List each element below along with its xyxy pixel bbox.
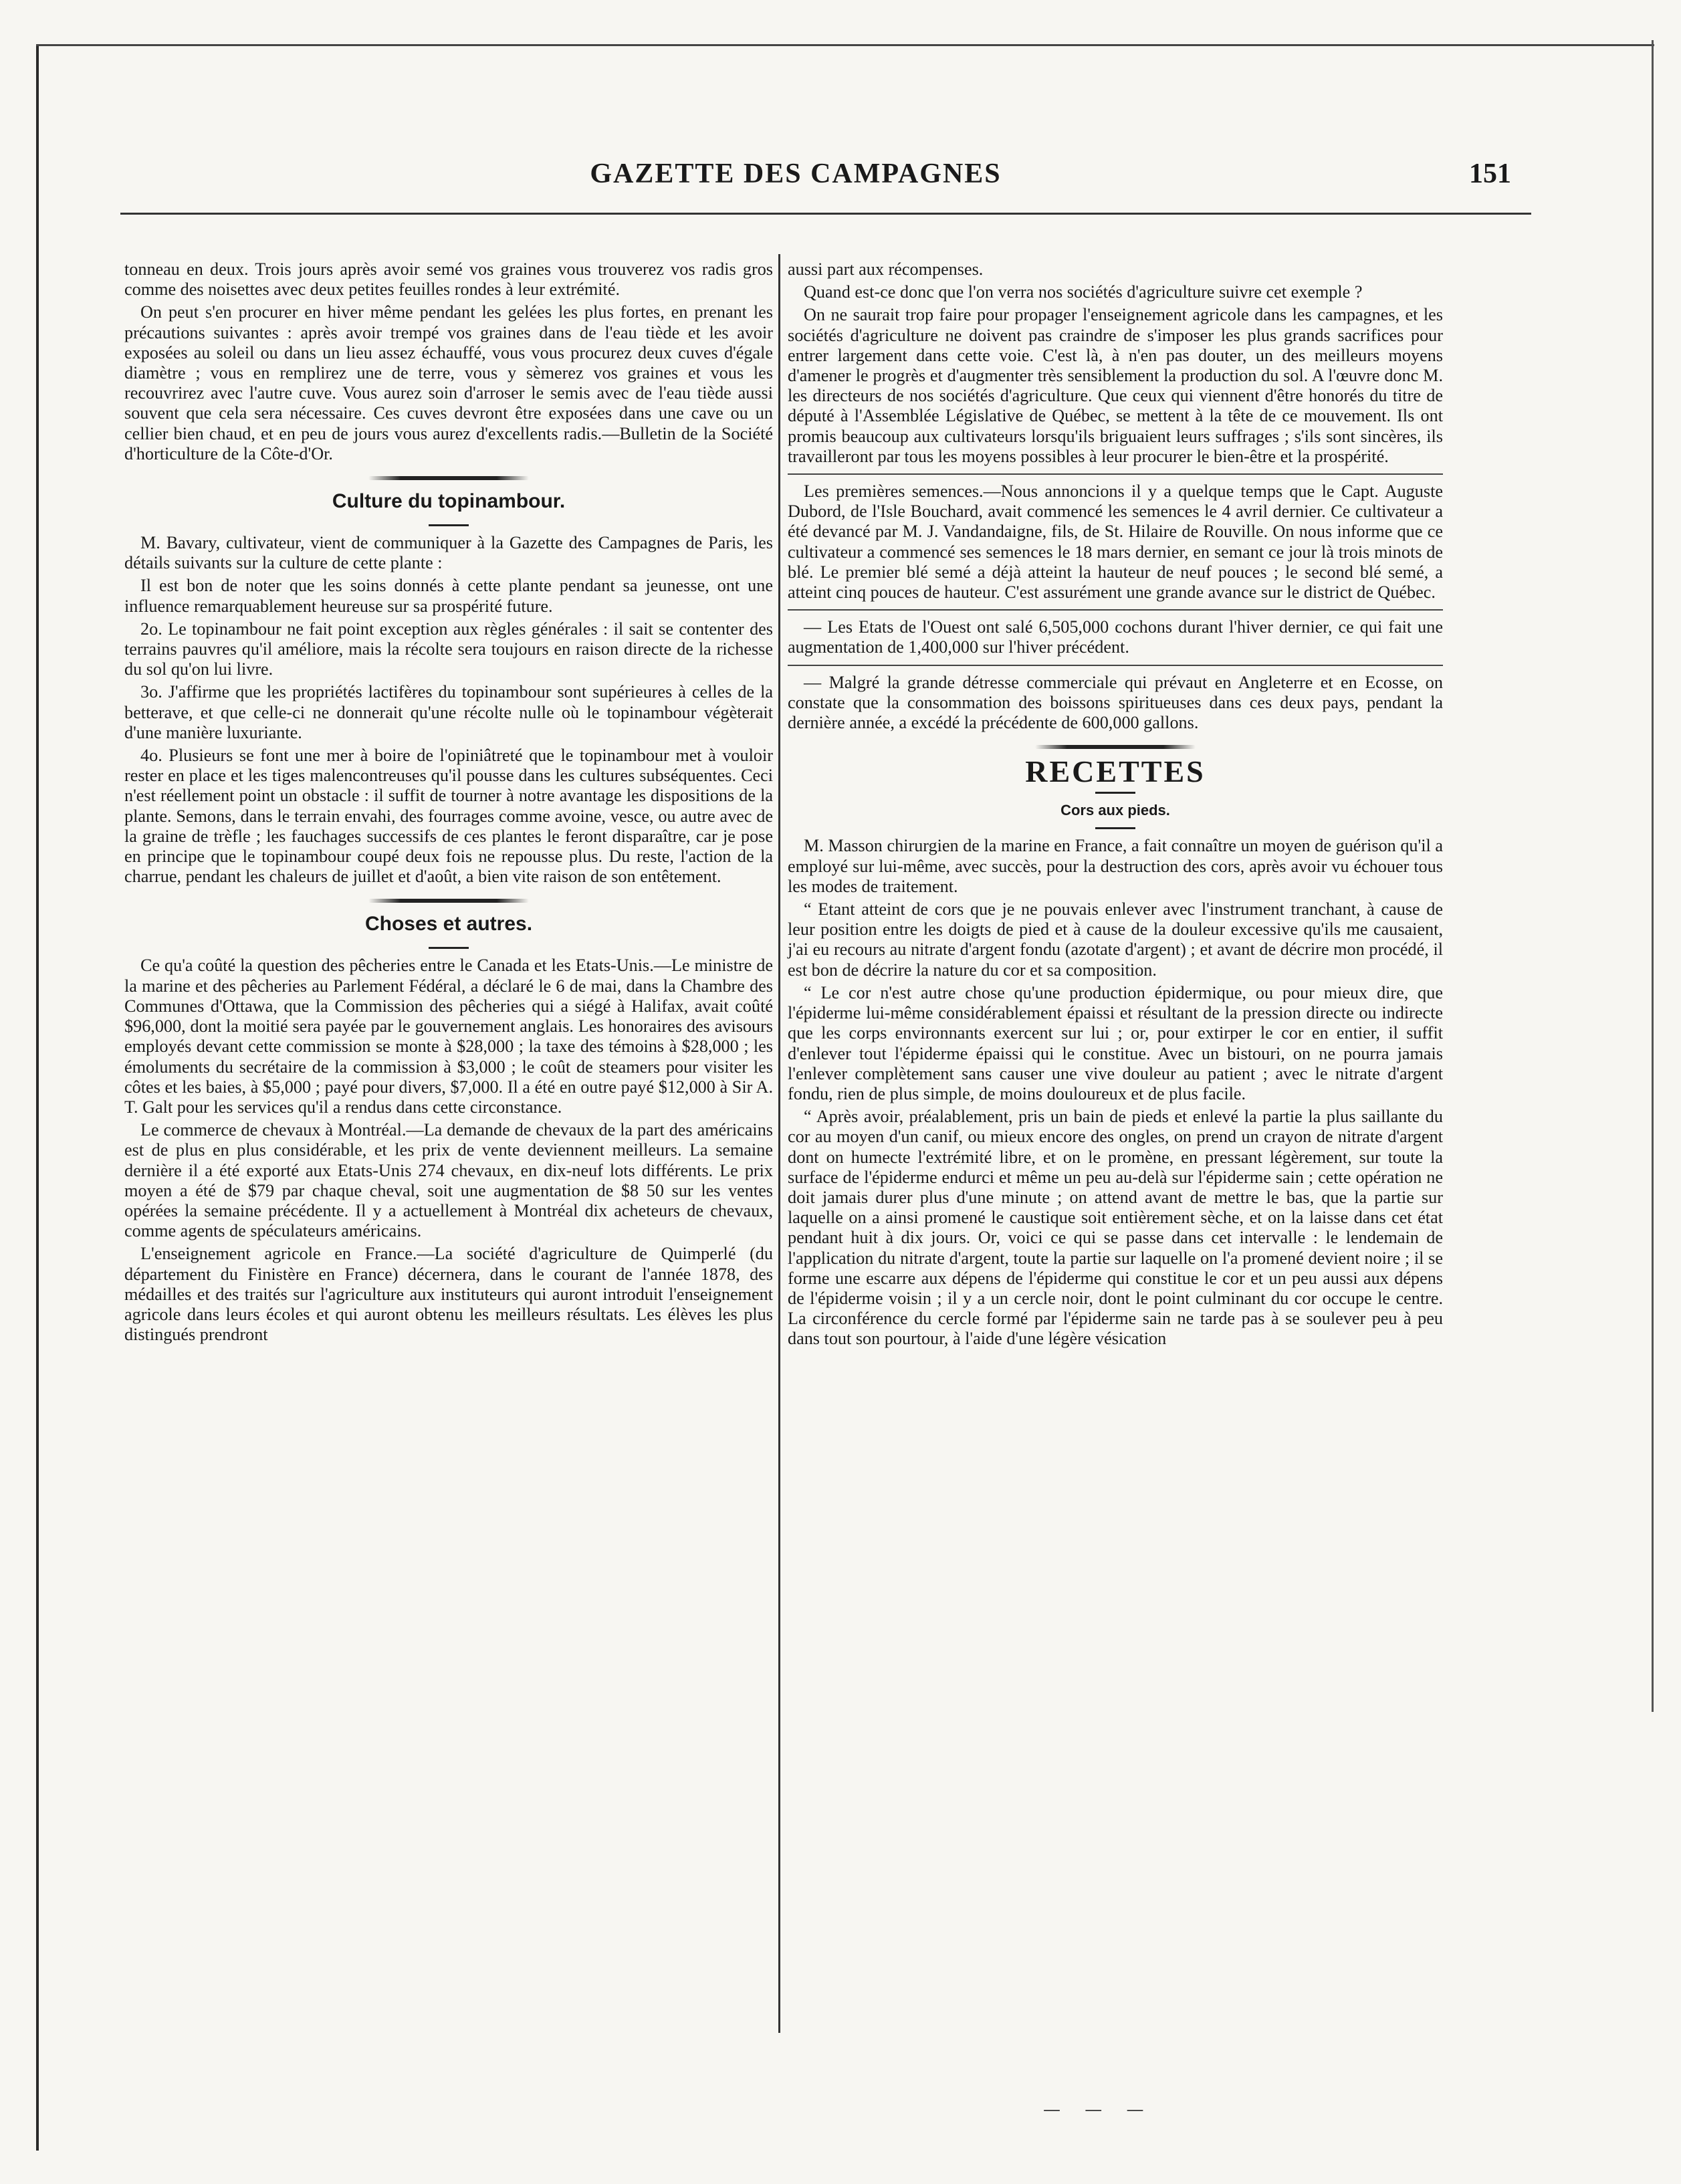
left-column <box>124 259 773 1347</box>
newspaper-title: GAZETTE DES CAMPAGNES <box>590 158 1002 189</box>
footer-marks: — — — <box>1043 2100 1153 2120</box>
paragraph: — Malgré la grande détresse commerciale qui prévaut en Angleterre et en Ecosse, on constate que la consommation des boissons spiritueuses dans ces deux pays, pendant la dernière année, a excédé la précédente de 600,000 gallons. <box>788 672 1443 733</box>
short-rule <box>1095 792 1135 794</box>
section-title: Culture du topinambour. <box>332 490 566 513</box>
paragraph: L'enseignement agricole en France.—La société d'agriculture de Quimperlé (du département du Finistère en France) décernera, dans le courant de l'année 1878, des médailles et des traités sur l'agriculture aux instituteurs qui auront introduit l'enseignement agricole dans leurs écoles et qui auront obtenu les meilleurs résultats. Les élèves les plus distingués prendront <box>124 1244 773 1345</box>
page-number: 151 <box>1469 158 1511 189</box>
paragraph: “ Après avoir, préalablement, pris un bain de pieds et enlevé la partie la plus saillante du cor au moyen d'un canif, ou mieux encore des ongles, on prend un crayon de nitrate d'argent dont on humecte l'extrémité libre, et on le promène, en pressant légèrement, sur toute la surface de l'épiderme endurci et même un peu au-delà sur l'épiderme sain ; cette opération ne doit jamais durer plus d'une minute ; on attend avant de mettre le bas, que la partie sur laquelle on a ainsi promené le caustique soit entièrement sèche, et on la laisse dans cet état pendant huit à dix jours. Or, voici ce qui se passe dans cet intervalle : le lendemain de l'application du nitrate d'argent, toute la partie sur laquelle on l'a promené devient noire ; il se forme une escarre aux dépens de l'épiderme qui constitue le cor et un peu aussi aux dépens de l'épiderme voisin ; il y a un cercle noir, dont le point culminant du cor occupe le centre. La circonférence du cercle formé par l'épiderme sain ne tarde pas à se soulever peu à peu dans tout son pourtour, à l'aide d'une légère vésication <box>788 1107 1443 1349</box>
paragraph: “ Le cor n'est autre chose qu'une production épidermique, ou pour mieux dire, que l'épiderme lui-même considérablement épaissi et résultant de la pression directe ou indirecte que les corps environnants exercent sur lui ; or, pour extirper le cor en entier, il suffit d'enlever tout l'épiderme épaissi qui le constitue. Avec un bistouri, on ne pourra jamais l'enlever complètement sans causer une vive douleur au patient ; avec le nitrate d'argent fondu, rien de plus simple, de moins douloureux et de plus facile. <box>788 982 1443 1103</box>
item-divider <box>788 473 1443 475</box>
right-column <box>788 259 1443 1352</box>
page-header <box>120 158 1511 198</box>
paragraph: 2o. Le topinambour ne fait point exception aux règles générales : il sait se contenter des terrains pauvres qu'il améliore, mais la récolte sera toujours en raison directe de la richesse du sol qu'on lui livre. <box>124 619 773 679</box>
page-border-left <box>36 44 39 2151</box>
paragraph: — Les Etats de l'Ouest ont salé 6,505,000 cochons durant l'hiver dernier, ce qui fait une augmentation de 1,400,000 sur l'hiver précédent. <box>788 617 1443 657</box>
item-divider <box>788 609 1443 611</box>
paragraph: aussi part aux récompenses. <box>788 259 984 279</box>
paragraph: On ne saurait trop faire pour propager l'enseignement agricole dans les campagnes, et les sociétés d'agriculture ne doivent pas craindre de s'imposer les plus grands sacrifices pour entrer largement dans cette voie. C'est là, à n'en pas douter, un des meilleurs moyens d'amener le progrès et d'augmenter très sensiblement la production du sol. A l'œuvre donc M. les directeurs de nos sociétés d'agriculture. Que ceux qui viennent d'être honorés du titre de député à l'Assemblée Législative de Québec, se mettent à la tête de ce mouvement. Ils ont promis beaucoup aux cultivateurs lorsqu'ils briguaient leurs suffrages ; s'ils sont sincères, ils travailleront par tous les moyens possibles à leur procurer le bien-être et la prospérité. <box>788 305 1443 466</box>
paragraph: M. Masson chirurgien de la marine en France, a fait connaître un moyen de guérison qu'il a employé sur lui-même, avec succès, pour la destruction des cors, après avoir vu échouer tous les modes de traitement. <box>788 836 1443 896</box>
page-border-right <box>1652 40 1654 1712</box>
short-rule <box>429 947 469 949</box>
section-title: Choses et autres. <box>364 913 533 936</box>
section-title: RECETTES <box>1025 754 1206 789</box>
paragraph: M. Bavary, cultivateur, vient de communiquer à la Gazette des Campagnes de Paris, les détails suivants sur la culture de cette plante : <box>124 533 773 573</box>
short-rule <box>1095 827 1135 829</box>
paragraph: On peut s'en procurer en hiver même pendant les gelées les plus fortes, en prenant les précautions suivantes : après avoir trempé vos graines dans de l'eau tiède et les avoir exposées au soleil ou dans un lieu assez échauffé, vous vous procurez deux cuves d'égale diamètre ; vous en remplirez une de terre, vous y sèmerez vos graines et vous les recouvrirez avec l'autre cuve. Vous aurez soin d'arroser le semis avec de l'eau tiède aussi souvent que cela sera nécessaire. Ces cuves devront être exposées dans une cave ou un cellier bien chaud, et en peu de jours vous aurez d'excellents radis.—Bulletin de la Société d'horticulture de la Côte-d'Or. <box>124 302 773 463</box>
section-rule <box>1035 745 1196 749</box>
section-subtitle: Cors aux pieds. <box>1060 802 1170 819</box>
paragraph: Quand est-ce donc que l'on verra nos sociétés d'agriculture suivre cet exemple ? <box>804 282 1363 302</box>
section-rule <box>368 899 529 903</box>
paragraph: 3o. J'affirme que les propriétés lactifères du topinambour sont supérieures à celles de la betterave, et que celle-ci ne donnerait qu'une récolte nulle où le topinambour végèterait d'une manière luxuriante. <box>124 682 773 742</box>
paragraph: Les premières semences.—Nous annoncions il y a quelque temps que le Capt. Auguste Dubord, de l'Isle Bouchard, avait commencé les semences le 4 avril dernier. Ce cultivateur a été devancé par M. J. Vandandaigne, fils, de St. Hilaire de Rouville. On nous informe que ce cultivateur a commencé ses semences le 18 mars dernier, en semant ce jour là trois minots de blé. Le premier blé semé a déjà atteint la hauteur de neuf pouces ; le second blé semé, a atteint cinq pouces de hauteur. C'est assurément une grande avance sur le district de Québec. <box>788 481 1443 603</box>
paragraph: Ce qu'a coûté la question des pêcheries entre le Canada et les Etats-Unis.—Le ministre de la marine et des pêcheries au Parlement Fédéral, a déclaré le 6 de mai, dans la Chambre des Communes d'Ottawa, que la Commission des pêcheries qui a siégé à Halifax, avait coûté $96,000, dont la moitié sera payée par le gouvernement anglais. Les honoraires des avisours employés devant cette commission se monte à $28,000 ; la taxe des témoins à $28,000 ; les émoluments du secrétaire de la commission à $3,000 ; le coût de steamers pour visiter les côtes et les baies, à $5,000 ; payé pour divers, $7,000. Il a été en outre payé $12,000 à Sir A. T. Galt pour les services qu'il a rendus dans cette circonstance. <box>124 956 773 1117</box>
short-rule <box>429 524 469 526</box>
column-divider <box>778 254 780 2033</box>
page-border-top <box>36 44 1654 46</box>
paragraph: tonneau en deux. Trois jours après avoir semé vos graines vous trouverez vos radis gros comme des noisettes avec deux petites feuilles rondes à leur extrémité. <box>124 259 773 300</box>
paragraph: “ Etant atteint de cors que je ne pouvais enlever avec l'instrument tranchant, à cause de leur position entre les doigts de pied et à cause de la douleur excessive qu'ils me causaient, j'ai eu recours au nitrate d'argent fondu (azotate d'argent) ; et avant de décrire mon procédé, il est bon de décrire la nature du cor et sa composition. <box>788 899 1443 980</box>
paragraph: Le commerce de chevaux à Montréal.—La demande de chevaux de la part des américains est de plus en plus considérable, et les prix de vente deviennent meilleurs. La semaine dernière il a été exporté aux Etats-Unis 274 chevaux, en dix-neuf lots différents. Le prix moyen a été de $79 par chaque cheval, soit une augmentation de $8 50 sur les ventes opérées la semaine précédente. Il y a actuellement à Montréal dix acheteurs de chevaux, comme agents de spéculateurs américains. <box>124 1120 773 1241</box>
header-rule <box>120 213 1531 215</box>
paragraph: Il est bon de noter que les soins donnés à cette plante pendant sa jeunesse, ont une influence remarquablement heureuse sur sa prospérité future. <box>124 576 773 616</box>
paragraph: 4o. Plusieurs se font une mer à boire de l'opiniâtreté que le topinambour met à vouloir rester en place et les tiges malencontreuses qu'il pousse dans les cultures subséquentes. Ceci n'est réellement point un obstacle : il suffit de tourner à notre avantage les dispositions de la plante. Semons, dans le terrain envahi, des fourrages comme avoine, vesce, ou autre avec de la graine de trèfle ; les fauchages successifs de ces plantes le feront disparaître, car je pose en principe que le topinambour coupé deux fois ne repousse plus. Du reste, l'action de la charrue, pendant les chaleurs de juillet et d'août, a bien vite raison de son entêtement. <box>124 746 773 887</box>
item-divider <box>788 665 1443 666</box>
section-rule <box>368 476 529 480</box>
